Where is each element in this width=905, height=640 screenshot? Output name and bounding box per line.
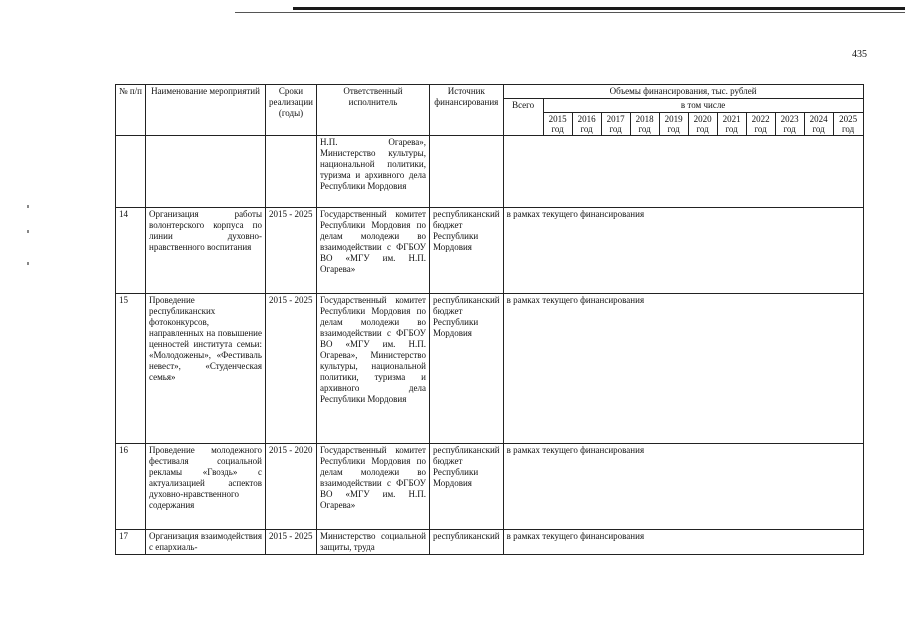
source-cell: республиканский бюджет Республики Мордовия [429,444,503,530]
terms-cell: 2015 - 2025 [266,530,317,555]
table-row [116,294,864,444]
financing-cell: в рамках текущего финансирования [503,530,863,555]
header-including: в том числе [543,99,863,113]
header-num: № п/п [116,85,146,136]
header-name: Наименование мероприятий [146,85,266,136]
financing-cell: в рамках текущего финансирования [503,444,863,530]
source-cell: республиканский [429,530,503,555]
header-year: 2022 год [746,113,775,136]
header-executor: Ответственный исполнитель [316,85,429,136]
margin-mark [27,230,29,233]
table-row [116,208,864,294]
row-number: 15 [116,294,146,444]
executor-cell: Государственный комитет Республики Мордовия по делам молодежи во взаимодействии с ФГБОУ ВО «МГУ им. Н.П. Огарева», Министерство культуры, национальной политики, туризма и архивного дела Республики Мордовия [316,294,429,444]
row-number: 16 [116,444,146,530]
financing-table [115,84,864,555]
margin-mark [27,205,29,208]
header-year: 2023 год [775,113,804,136]
header-total: Всего [503,99,543,136]
header-year: 2021 год [717,113,746,136]
margin-mark [27,262,29,265]
executor-cell: Министерство социальной защиты, труда [316,530,429,555]
row-number: 14 [116,208,146,294]
event-name: Организация взаимодействия с епархиаль- [146,530,266,555]
financing-cell: в рамках текущего финансирования [503,294,863,444]
table-row [116,136,864,208]
source-cell: республиканский бюджет Республики Мордовия [429,294,503,444]
financing-cell: в рамках текущего финансирования [503,208,863,294]
header-volumes: Объемы финансирования, тыс. рублей [503,85,863,99]
header-year: 2016 год [572,113,601,136]
event-name: Организация работы волонтерского корпуса по линии духовно-нравственного воспитания [146,208,266,294]
executor-cell: Н.П. Огарева», Министерство культуры, национальной политики, туризма и архивного дела Республики Мордовия [316,136,429,208]
header-year: 2019 год [659,113,688,136]
header-year: 2017 год [601,113,630,136]
header-terms: Сроки реализации (годы) [266,85,317,136]
terms-cell: 2015 - 2025 [266,208,317,294]
terms-cell: 2015 - 2020 [266,444,317,530]
event-name: Проведение молодежного фестиваля социальной рекламы «Гвоздь» с актуализацией аспектов духовно-нравственного содержания [146,444,266,530]
event-name: Проведение республиканских фотоконкурсов, направленных на повышение ценностей института семьи: «Молодожены», «Фестиваль невест», «Студенческая семья» [146,294,266,444]
executor-cell: Государственный комитет Республики Мордовия по делам молодежи во взаимодействии с ФГБОУ ВО «МГУ им. Н.П. Огарева» [316,208,429,294]
terms-cell: 2015 - 2025 [266,294,317,444]
row-number: 17 [116,530,146,555]
top-rule-thin [235,12,905,13]
header-year: 2020 год [688,113,717,136]
page-number: 435 [852,49,867,60]
header-year: 2025 год [833,113,863,136]
table-row [116,444,864,530]
top-rule-thick [293,7,905,10]
header-source: Источник финансирования [429,85,503,136]
source-cell: республиканский бюджет Республики Мордовия [429,208,503,294]
header-year: 2015 год [543,113,572,136]
executor-cell: Государственный комитет Республики Мордовия по делам молодежи во взаимодействии с ФГБОУ ВО «МГУ им. Н.П. Огарева» [316,444,429,530]
header-year: 2024 год [804,113,833,136]
table-row [116,530,864,555]
header-year: 2018 год [630,113,659,136]
